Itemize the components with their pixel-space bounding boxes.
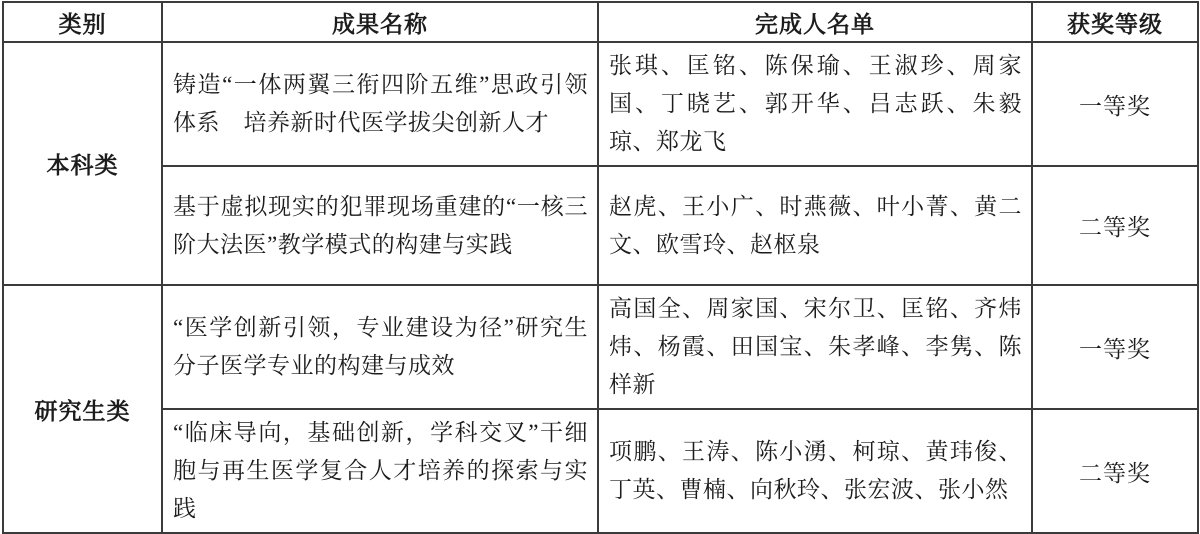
- award-cell: 一等奖: [1032, 285, 1198, 409]
- table-row: [3, 166, 1198, 285]
- completers-cell: 张琪、匡铭、陈保瑜、王淑珍、周家国、丁晓艺、郭开华、吕志跃、朱毅琼、郑龙飞: [598, 42, 1032, 166]
- completers-cell: 项鹏、王涛、陈小湧、柯琼、黄玮俊、丁英、曹楠、向秋玲、张宏波、张小然: [598, 409, 1032, 533]
- category-cell-postgraduate: 研究生类: [3, 285, 162, 533]
- award-cell: 二等奖: [1032, 409, 1198, 533]
- awards-table: [2, 1, 1199, 534]
- achievement-cell: 铸造“一体两翼三衔四阶五维”思政引领体系 培养新时代医学拔尖创新人才: [162, 42, 598, 166]
- column-header-completers: 完成人名单: [598, 2, 1032, 42]
- achievement-cell: “医学创新引领，专业建设为径”研究生分子医学专业的构建与成效: [162, 285, 598, 409]
- column-header-award: 获奖等级: [1032, 2, 1198, 42]
- achievement-cell: “临床导向，基础创新，学科交叉”干细胞与再生医学复合人才培养的探索与实践: [162, 409, 598, 533]
- column-header-achievement: 成果名称: [162, 2, 598, 42]
- award-cell: 二等奖: [1032, 166, 1198, 285]
- table-row: [3, 285, 1198, 409]
- table-row: [3, 409, 1198, 533]
- table-row: [3, 42, 1198, 166]
- completers-cell: 高国全、周家国、宋尔卫、匡铭、齐炜炜、杨霞、田国宝、朱孝峰、李隽、陈样新: [598, 285, 1032, 409]
- completers-cell: 赵虎、王小广、时燕薇、叶小菁、黄二文、欧雪玲、赵枢泉: [598, 166, 1032, 285]
- header-row: [3, 2, 1198, 42]
- achievement-cell: 基于虚拟现实的犯罪现场重建的“一核三阶大法医”教学模式的构建与实践: [162, 166, 598, 285]
- column-header-category: 类别: [3, 2, 162, 42]
- category-cell-undergraduate: 本科类: [3, 42, 162, 285]
- award-cell: 一等奖: [1032, 42, 1198, 166]
